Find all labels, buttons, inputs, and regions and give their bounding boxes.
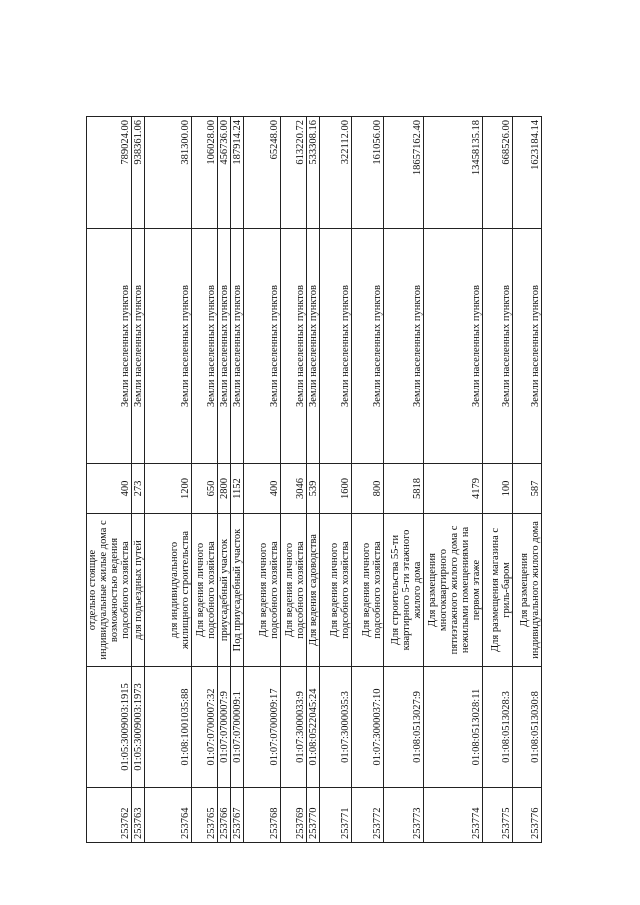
land-category: Земли населенных пунктов: [244, 229, 281, 464]
permitted-use: Для ведения личного подсобного хозяйства: [244, 514, 281, 667]
table-row: [231, 117, 244, 843]
cadastral-value: 533308.16: [307, 117, 320, 229]
cadastral-number: 01:07:0700007:9: [218, 667, 231, 788]
cadastral-value: 161056.00: [352, 117, 384, 229]
land-category: Земли населенных пунктов: [320, 229, 352, 464]
cadastral-number: 01:07:0700009:1: [231, 667, 244, 788]
cadastral-value: 381300.00: [145, 117, 192, 229]
cadastral-number: 01:07:3000035:3: [320, 667, 352, 788]
cadastral-number: 01:08:0513028:11: [424, 667, 483, 788]
cadastral-value: 65248.00: [244, 117, 281, 229]
land-category: Земли населенных пунктов: [307, 229, 320, 464]
land-category: Земли населенных пунктов: [483, 229, 513, 464]
land-category: Земли населенных пунктов: [218, 229, 231, 464]
area-value: 1600: [320, 464, 352, 514]
cadastral-value: 13458135.18: [424, 117, 483, 229]
land-category: Земли населенных пунктов: [513, 229, 542, 464]
row-number: 253765: [192, 788, 218, 843]
land-category: Земли населенных пунктов: [281, 229, 307, 464]
cadastral-number: 01:08:1001035:88: [145, 667, 192, 788]
table-row: [145, 117, 192, 843]
area-value: 4179: [424, 464, 483, 514]
table-row: [87, 117, 132, 843]
table-body: [87, 117, 542, 843]
land-category: Земли населенных пунктов: [384, 229, 424, 464]
table-row: [352, 117, 384, 843]
land-register-table: [86, 116, 542, 843]
cadastral-number: 01:07:3000033:9: [281, 667, 307, 788]
table-row: [244, 117, 281, 843]
cadastral-number: 01:05:3009003:1973: [132, 667, 145, 788]
permitted-use: Для ведения личного подсобного хозяйства: [352, 514, 384, 667]
cadastral-value: 106028.00: [192, 117, 218, 229]
row-number: 253775: [483, 788, 513, 843]
land-category: Земли населенных пунктов: [231, 229, 244, 464]
cadastral-number: 01:08:0513028:3: [483, 667, 513, 788]
permitted-use: Под приусадебный участок: [231, 514, 244, 667]
permitted-use: Для ведения личного подсобного хозяйства: [320, 514, 352, 667]
row-number: 253763: [132, 788, 145, 843]
area-value: 3046: [281, 464, 307, 514]
row-number: 253768: [244, 788, 281, 843]
cadastral-value: 456736.00: [218, 117, 231, 229]
cadastral-number: 01:07:3000037:10: [352, 667, 384, 788]
cadastral-value: 1623184.14: [513, 117, 542, 229]
row-number: 253772: [352, 788, 384, 843]
permitted-use: Для ведения садоводства: [307, 514, 320, 667]
cadastral-value: 668526.00: [483, 117, 513, 229]
area-value: 273: [132, 464, 145, 514]
row-number: 253771: [320, 788, 352, 843]
cadastral-value: 613220.72: [281, 117, 307, 229]
permitted-use: отдельно стоящие индивидуальные жилые дома с возможностью ведения подсобного хозяйства: [87, 514, 132, 667]
cadastral-value: 322112.00: [320, 117, 352, 229]
cadastral-number: 01:07:0700007:32: [192, 667, 218, 788]
land-category: Земли населенных пунктов: [352, 229, 384, 464]
cadastral-value: 187914.24: [231, 117, 244, 229]
land-category: Земли населенных пунктов: [87, 229, 132, 464]
table-row: [320, 117, 352, 843]
table-row: [192, 117, 218, 843]
permitted-use: Для ведения личного подсобного хозяйства: [192, 514, 218, 667]
permitted-use: для подъездных путей: [132, 514, 145, 667]
row-number: 253766: [218, 788, 231, 843]
area-value: 539: [307, 464, 320, 514]
cadastral-number: 01:05:3009003:1915: [87, 667, 132, 788]
rotated-page: [86, 117, 541, 843]
table-row: [281, 117, 307, 843]
row-number: 253776: [513, 788, 542, 843]
table-row: [513, 117, 542, 843]
row-number: 253770: [307, 788, 320, 843]
cadastral-number: 01:08:0513027:9: [384, 667, 424, 788]
permitted-use: Для строительства 55-ти квартирного 5-ти этажного жилого дома: [384, 514, 424, 667]
table-row: [132, 117, 145, 843]
row-number: 253773: [384, 788, 424, 843]
table-row: [384, 117, 424, 843]
area-value: 5818: [384, 464, 424, 514]
cadastral-number: 01:07:0700009:17: [244, 667, 281, 788]
row-number: 253764: [145, 788, 192, 843]
area-value: 400: [87, 464, 132, 514]
area-value: 2800: [218, 464, 231, 514]
row-number: 253762: [87, 788, 132, 843]
permitted-use: Для размещения многоквартирного пятиэтажного жилого дома с нежилыми помещениями на первом этаже: [424, 514, 483, 667]
table-row: [307, 117, 320, 843]
permitted-use: Для размещения индивидуального жилого дома: [513, 514, 542, 667]
permitted-use: Для ведения личного подсобного хозяйства: [281, 514, 307, 667]
area-value: 1152: [231, 464, 244, 514]
row-number: 253767: [231, 788, 244, 843]
area-value: 587: [513, 464, 542, 514]
area-value: 400: [244, 464, 281, 514]
table-row: [424, 117, 483, 843]
cadastral-value: 938361.06: [132, 117, 145, 229]
land-category: Земли населенных пунктов: [424, 229, 483, 464]
area-value: 100: [483, 464, 513, 514]
cadastral-number: 01:08:0513030:8: [513, 667, 542, 788]
land-category: Земли населенных пунктов: [192, 229, 218, 464]
area-value: 1200: [145, 464, 192, 514]
row-number: 253774: [424, 788, 483, 843]
cadastral-number: 01:08:0522045:24: [307, 667, 320, 788]
area-value: 650: [192, 464, 218, 514]
permitted-use: Для размещения магазина с гриль-баром: [483, 514, 513, 667]
land-category: Земли населенных пунктов: [145, 229, 192, 464]
permitted-use: приусадебный участок: [218, 514, 231, 667]
cadastral-value: 789024.00: [87, 117, 132, 229]
table-row: [483, 117, 513, 843]
cadastral-value: 18657162.40: [384, 117, 424, 229]
area-value: 800: [352, 464, 384, 514]
row-number: 253769: [281, 788, 307, 843]
permitted-use: для индивидуального жилищного строительства: [145, 514, 192, 667]
table-row: [218, 117, 231, 843]
land-category: Земли населенных пунктов: [132, 229, 145, 464]
